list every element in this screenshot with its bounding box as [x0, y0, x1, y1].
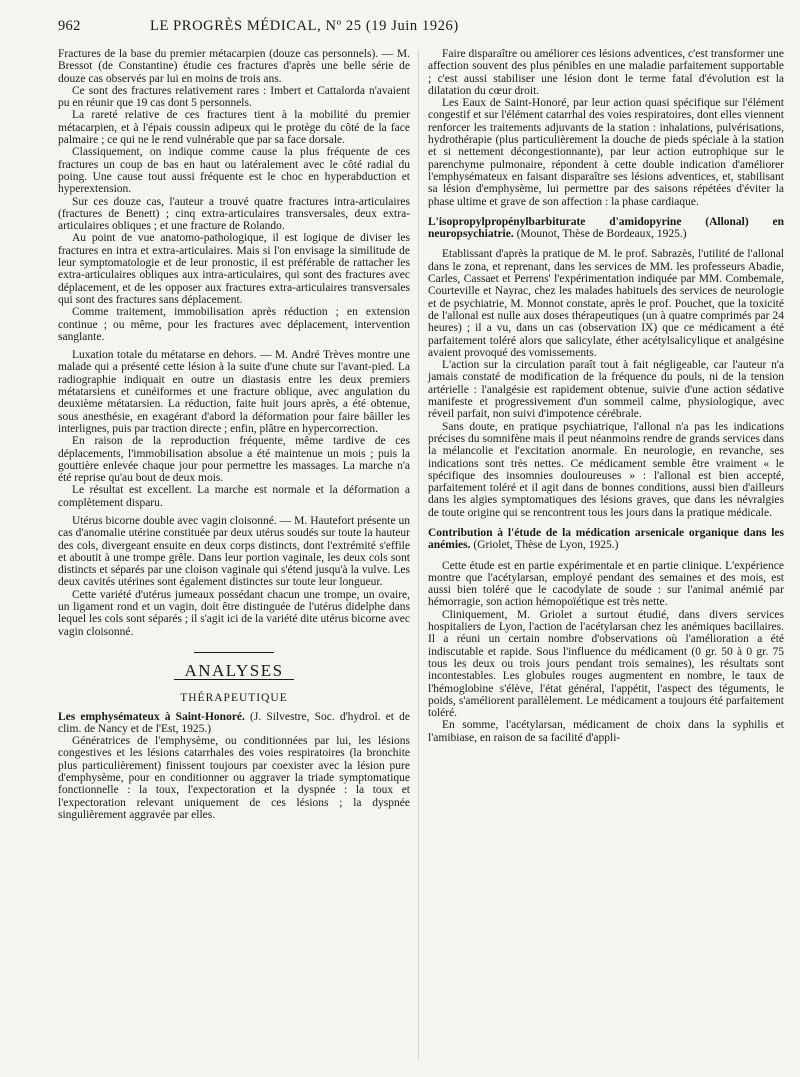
left-column	[58, 48, 410, 821]
paragraph: Sur ces douze cas, l'auteur a trouvé quatre fractures intra-articulaires (fractures de Benett) ; cinq extra-articulaires transversales, deux extra-articulaires obliques ; et une fracture de Rolando.	[58, 195, 410, 233]
entry-heading	[428, 216, 784, 241]
entry-heading	[58, 711, 410, 736]
section-heading: ANALYSES	[184, 660, 284, 680]
entry-title: Contribution à l'étude de la médication arsenicale organique dans les anémies.	[428, 526, 784, 552]
column-divider	[418, 50, 419, 1060]
running-header	[58, 16, 778, 38]
paragraph: Cette variété d'utérus jumeaux possédant chacun une trompe, un ovaire, un ligament rond et un vagin, doit être distinguée de l'utérus didelphe dans lequel les cols sont séparés ; il s'agit ici de la variété dite utérus bicorne avec vagin cloisonné.	[58, 588, 410, 638]
paragraph: Au point de vue anatomo-pathologique, il est logique de diviser les fractures en intra et extra-articulaires. Mais si l'on envisage la similitude de leur symptomatologie et de leur pronostic, il est préférable de rattacher les extra-articulaires obliques aux intra-articulaires, qui sont des fractures avec déplacement, et de les opposer aux fractures extra-articulaires transversales qui sont des fractures sans déplacement.	[58, 232, 410, 306]
separator-rule	[194, 652, 274, 653]
paragraph: Cette étude est en partie expérimentale et en partie clinique. L'expérience montre que l'acétylarsan, employé pendant des semaines et des mois, est aussi bien toléré que le cacodylate de soude : sur l'animal anémié par hémorragie, son action hémopoïétique est très nette.	[428, 559, 784, 609]
paragraph-luxation: Luxation totale du métatarse en dehors. — M. André Trèves montre une malade qui a présenté cette lésion à la suite d'une chute sur l'avant-pied. La radiographie indiquait en outre un diastasis entre les deux premiers métatarsiens et cunéiformes et une fracture oblique, avec angulation du deuxième métatarsien. La réduction, faite huit jours après, a été obtenue, sous anesthésie, en exagérant d'abord la déformation pour faire bâiller les interlignes, puis par traction directe ; enfin, plâtre en hypercorrection.	[58, 349, 410, 435]
paragraph: Classiquement, on indique comme cause la plus fréquente de ces fractures un coup de bas en haut ou latéralement avec le côté radial du poing. Une cause tout aussi fréquente est le choc en hyperabduction et hyperextension.	[58, 146, 410, 196]
paragraph: L'action sur la circulation paraît tout à fait négligeable, car l'auteur n'a jamais constaté de modification de la fréquence du pouls, ni de la tension artérielle : l'analgésie est rapidement obtenue, suivie d'une action sédative manifeste et progressivement d'un sommeil calme, physiologique, avec réveil parfait, non suivi d'impotence cérébrale.	[428, 359, 784, 421]
paragraph-fractures-intro: Fractures de la base du premier métacarpien (douze cas personnels). — M. Bressot (de Constantine) étudie ces fractures d'après une belle série de douze cas observés par lui en moins de trois ans.	[58, 48, 410, 85]
paragraph: Génératrices de l'emphysème, ou conditionnées par lui, les lésions congestives et les lésions catarrhales des voies respiratoires (la bronchite plus particulièrement) finissent toujours par coexister avec la lésion pure d'emphysème, pour en conditionner ou aggraver la triade symptomatique fonctionnelle : la toux, l'expectoration et la dyspnée : la toux et l'expectoration relevant uniquement de ces lésions ; la dyspnée singulièrement aggravée par elles.	[58, 735, 410, 821]
entry-reference: (Griolet, Thèse de Lyon, 1925.)	[470, 539, 619, 552]
entry-heading	[428, 527, 784, 552]
paragraph: Etablissant d'après la pratique de M. le prof. Sabrazès, l'utilité de l'allonal dans le zona, et reprenant, dans les services de MM. les professeurs Abadie, Carles, Cassaet et Perrens' l'expérimentation indiquée par MM. Combemale, Courteville et Nayrac, chez les malades habituels des services de neurologie et de psychiatrie, M. Monnot constate, après le prof. Pouchet, que la toxicité de l'allonal est nulle aux doses thérapeutiques (un à quatre comprimés par 24 heures) ; il a vu, dans un cas (observation IX) que ce médicament a été parfaitement toléré alors que salicylate, éther acétylsalicylique et analgésine avaient provoqué des vomissements.	[428, 248, 784, 359]
entry-reference: (J. Silvestre, Soc. d'hydrol. et de clim. de Nancy et de l'Est, 1925.)	[58, 710, 410, 735]
entry-title: Les emphysémateux à Saint-Honoré.	[58, 710, 245, 723]
right-column	[428, 48, 784, 744]
paragraph-uterus: Utérus bicorne double avec vagin cloisonné. — M. Hautefort présente un cas d'anomalie utérine constituée par deux utérus soudés sur toute la hauteur des cols, divergeant ensuite en deux corps distincts, dont l'extrémité s'effile et aboutit à une trompe grêle. Dans leur portion vaginale, les deux cols sont distincts et séparés par une cloison vaginale qui s'étend jusqu'à la vulve. Les deux cavités utérines sont également distinctes sur toute leur longueur.	[58, 514, 410, 589]
spacer	[428, 552, 784, 560]
paragraph: En somme, l'acétylarsan, médicament de choix dans la syphilis et l'amibiase, en raison de sa facilité d'appli-	[428, 719, 784, 744]
spacer	[428, 240, 784, 248]
paragraph: Comme traitement, immobilisation après réduction ; en extension continue ; ou même, pour les fractures avec déplacement, intervention sanglante.	[58, 306, 410, 343]
paragraph: Ce sont des fractures relativement rares : Imbert et Cattalorda n'avaient pu en réunir que 19 cas dont 5 personnels.	[58, 84, 410, 110]
paragraph: La rareté relative de ces fractures tient à la mobilité du premier métacarpien, et à l'épais coussin adipeux qui le protège du côté de la face palmaire ; ce qui ne le rend vulnérable que par sa face dorsale.	[58, 109, 410, 147]
paragraph: Les Eaux de Saint-Honoré, par leur action quasi spécifique sur l'élément congestif et sur l'élément catarrhal des voies respiratoires, dont elles viennent renforcer les traitements adjuvants de la station : inhalations, pulvérisations, hydrothérapie (plus particulièrement la douche de pieds spéciale à la station et si nettement décongestionnante), par leur action eutrophique sur le parenchyme pulmonaire, répondent à cette double indication d'améliorer l'emphysémateux en faisant disparaître ses lésions adventices, et, stabilisant sa lésion d'emphysème, lui permettre par des saisons répétées d'éviter la phase ultime et grave de son affection : la phase cardiaque.	[428, 97, 784, 208]
entry-title: L'isopropylpropénylbarbiturate d'amidopyrine (Allonal) en neuropsychiatrie.	[428, 215, 784, 241]
journal-title: LE PROGRÈS MÉDICAL, Nº 25 (19 Juin 1926)	[150, 18, 459, 34]
paragraph: En raison de la reproduction fréquente, même tardive de ces déplacements, l'immobilisation absolue a été maintenue un mois ; puis la gouttière enlevée chaque jour pour permettre les massages. La marche n'a été reprise qu'au bout de deux mois.	[58, 435, 410, 485]
paragraph: Faire disparaître ou améliorer ces lésions adventices, c'est transformer une affection souvent des plus pénibles en une maladie parfaitement supportable ; c'est aussi stabiliser une lésion dont le terme fatal d'évolution est la dilatation du cœur droit.	[428, 48, 784, 97]
paragraph: Le résultat est excellent. La marche est normale et la déformation a complètement disparu.	[58, 484, 410, 509]
paragraph: Sans doute, en pratique psychiatrique, l'allonal n'a pas les indications précises du somnifène mais il peut néanmoins rendre de grands services dans la mélancolie et l'excitation anormale. En neurologie, en revanche, ses indications sont très nettes. Ce médicament semble être vraiment « le spécifique des insomnies douloureuses » : l'allonal est bien accepté, parfaitement toléré et il agit dans de bonnes conditions, aussi bien d'ailleurs dans les algies symptomatiques des lésions graves, que dans les névralgies de toute origine qui se rencontrent tous les jours dans la pratique médicale.	[428, 420, 784, 519]
page-number: 962	[58, 18, 81, 34]
paragraph: Cliniquement, M. Griolet a surtout étudié, dans divers services hospitaliers de Lyon, l'action de l'acétylarsan chez les anémiques bacillaires. Il a réuni un certain nombre d'observations où l'amélioration a été indiscutable et rapide. Sous l'influence du médicament (0 gr. 50 à 0 gr. 75 tous les deux ou trois jours pendant trois semaines), les résultats sont incontestables. Les globules rouges augmentent en nombre, le taux de l'hémoglobine s'élève, l'état général, l'appétit, l'aspect des téguments, le poids, s'améliorent parallèlement. Le médicament a toujours été parfaitement toléré.	[428, 608, 784, 720]
subsection-heading: THÉRAPEUTIQUE	[180, 692, 288, 705]
entry-reference: (Mounot, Thèse de Bordeaux, 1925.)	[513, 228, 687, 241]
